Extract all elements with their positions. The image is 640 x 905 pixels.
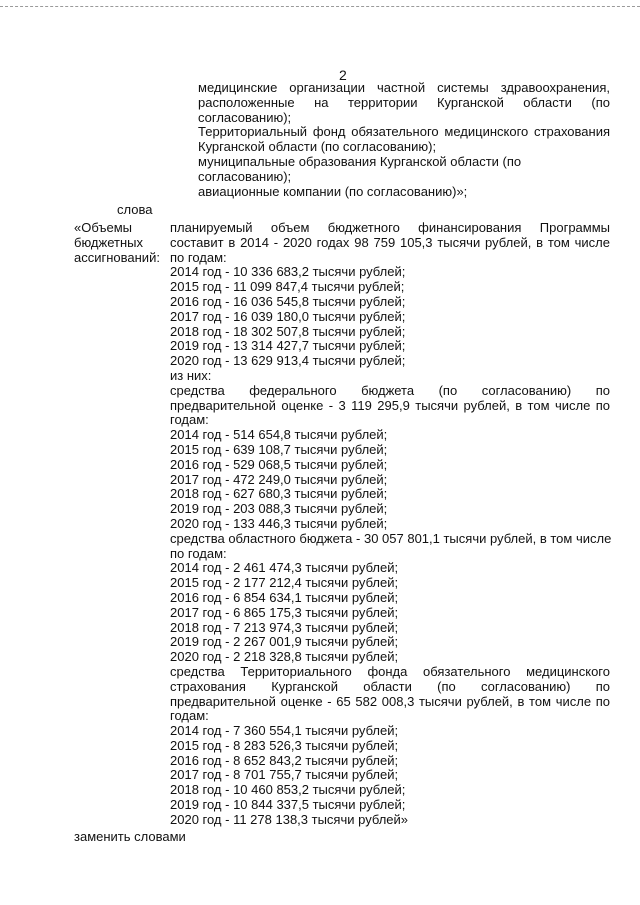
year-line: 2018 год - 627 680,3 тысячи рублей; (170, 486, 388, 502)
year-line: 2016 год - 16 036 545,8 тысячи рублей; (170, 293, 406, 309)
year-line: 2015 год - 2 177 212,4 тысячи рублей; (170, 575, 399, 591)
replace-with-words: заменить словами (74, 829, 186, 844)
intro-line: составит в 2014 - 2020 годах 98 759 105,3 тысячи рублей, в том числе (170, 234, 610, 250)
intro-line: планируемый объем бюджетного финансирования Программы (170, 220, 610, 235)
year-line: 2016 год - 6 854 634,1 тысячи рублей; (170, 589, 399, 605)
year-line: 2019 год - 203 088,3 тысячи рублей; (170, 501, 388, 517)
iz-nih: из них: (170, 367, 212, 383)
year-line: 2018 год - 18 302 507,8 тысячи рублей; (170, 323, 406, 339)
year-line: 2014 год - 10 336 683,2 тысячи рублей; (170, 264, 406, 280)
tfoms-line: предварительной оценке - 65 582 008,3 тысячи рублей, в том числе по (170, 693, 610, 709)
list-line: расположенные на территории Курганской области (по (198, 94, 610, 110)
year-line: 2016 год - 8 652 843,2 тысячи рублей; (170, 752, 399, 768)
year-line: 2017 год - 8 701 755,7 тысячи рублей; (170, 767, 399, 783)
year-line: 2018 год - 10 460 853,2 тысячи рублей; (170, 782, 406, 798)
list-line: медицинские организации частной системы здравоохранения, (198, 80, 610, 95)
budget-content (170, 221, 610, 828)
year-line: 2015 год - 11 099 847,4 тысячи рублей; (170, 279, 405, 295)
tfoms-line: средства Территориального фонда обязательного медицинского (170, 663, 610, 679)
year-line: 2015 год - 639 108,7 тысячи рублей; (170, 441, 388, 457)
word-slova: слова (117, 202, 153, 217)
page-number: 2 (339, 67, 347, 83)
label-line: «Объемы (74, 220, 132, 235)
year-line: 2014 год - 7 360 554,1 тысячи рублей; (170, 723, 399, 739)
list-line: согласованию); (198, 109, 292, 125)
year-line: 2019 год - 10 844 337,5 тысячи рублей; (170, 797, 406, 813)
tfoms-line: страхования Курганской области (по согласованию) по (170, 678, 610, 694)
year-line: 2014 год - 2 461 474,3 тысячи рублей; (170, 560, 399, 576)
label-line: ассигнований: (74, 249, 160, 265)
year-line: 2020 год - 133 446,3 тысячи рублей; (170, 515, 388, 531)
regional-line: по годам: (170, 545, 227, 561)
year-line: 2017 год - 16 039 180,0 тысячи рублей; (170, 308, 406, 324)
federal-line: средства федерального бюджета (по согласованию) по (170, 382, 610, 398)
year-line: 2016 год - 529 068,5 тысячи рублей; (170, 456, 388, 472)
year-line: 2020 год - 13 629 913,4 тысячи рублей; (170, 353, 406, 369)
regional-line: средства областного бюджета - 30 057 801,1 тысячи рублей, в том числе (170, 530, 612, 546)
year-line: 2018 год - 7 213 974,3 тысячи рублей; (170, 619, 399, 635)
participants-list (198, 81, 610, 199)
intro-line: по годам: (170, 249, 227, 265)
list-line: Территориальный фонд обязательного медицинского страхования (198, 124, 610, 140)
year-line: 2020 год - 2 218 328,8 тысячи рублей; (170, 649, 399, 665)
federal-line: предварительной оценке - 3 119 295,9 тысячи рублей, в том числе по (170, 397, 610, 413)
year-line: 2019 год - 2 267 001,9 тысячи рублей; (170, 634, 399, 650)
list-line: Курганской области (по согласованию); (198, 139, 437, 155)
year-line: 2017 год - 472 249,0 тысячи рублей; (170, 471, 388, 487)
year-line: 2014 год - 514 654,8 тысячи рублей; (170, 427, 388, 443)
label-line: бюджетных (74, 234, 143, 250)
tfoms-line: годам: (170, 708, 209, 724)
scan-edge-line (0, 6, 640, 7)
list-line: авиационные компании (по согласованию)»; (198, 183, 468, 199)
list-line: согласованию); (198, 168, 292, 184)
list-line: муниципальные образования Курганской области (по (198, 153, 522, 169)
year-line: 2017 год - 6 865 175,3 тысячи рублей; (170, 604, 399, 620)
budget-label (74, 221, 168, 265)
year-line: 2020 год - 11 278 138,3 тысячи рублей» (170, 811, 409, 827)
federal-line: годам: (170, 412, 209, 428)
year-line: 2015 год - 8 283 526,3 тысячи рублей; (170, 737, 399, 753)
year-line: 2019 год - 13 314 427,7 тысячи рублей; (170, 338, 406, 354)
